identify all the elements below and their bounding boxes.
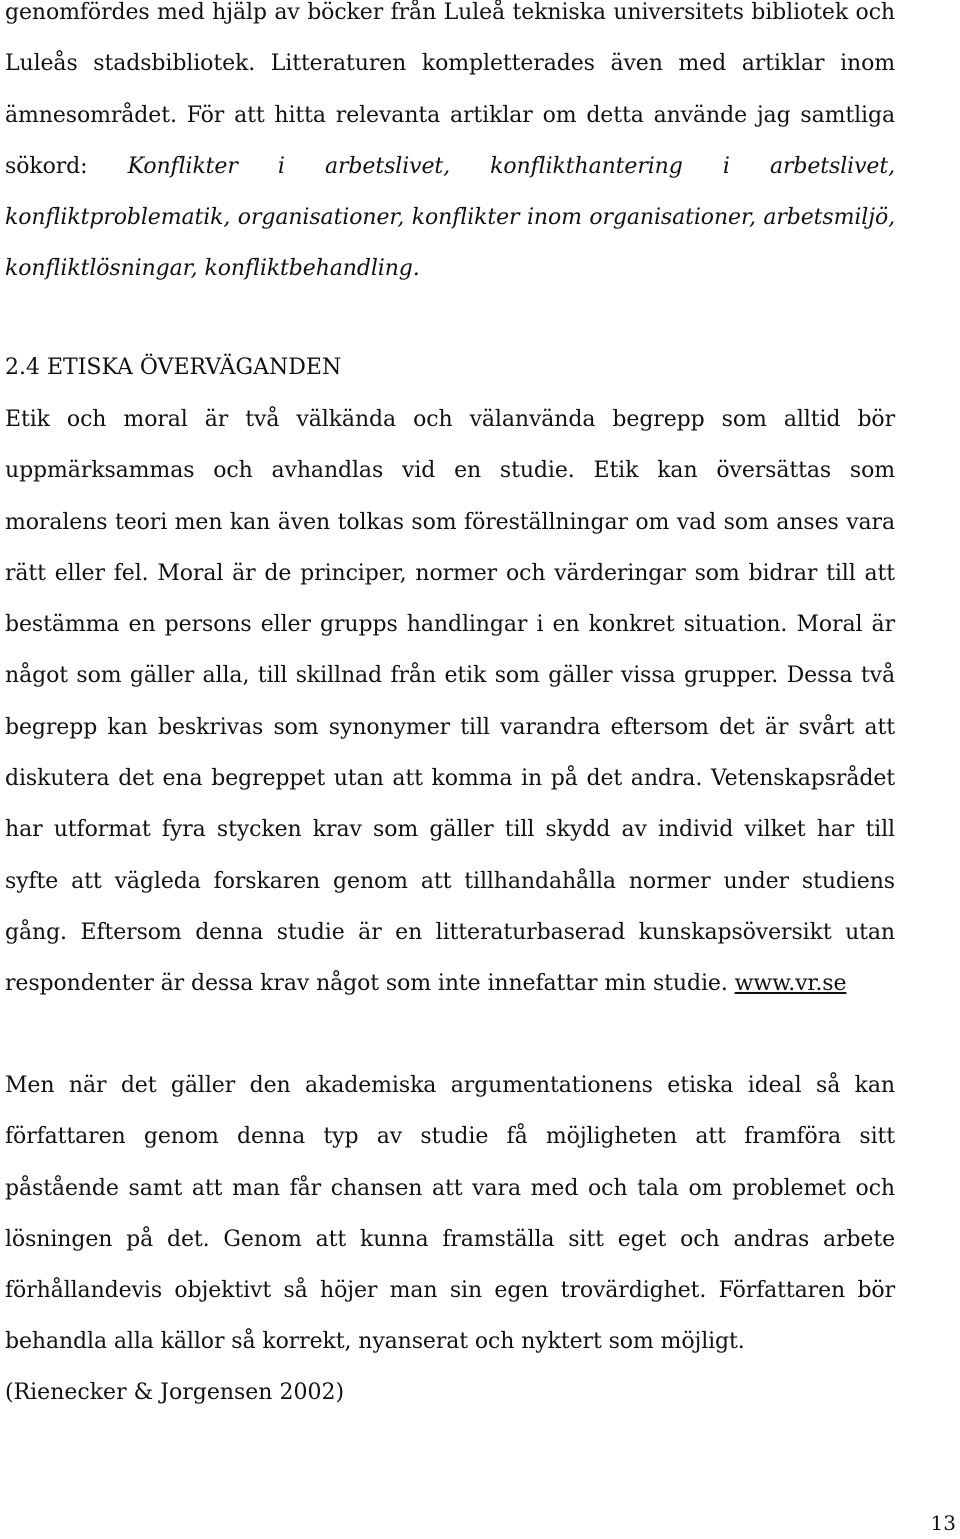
argumentation-paragraph: Men när det gäller den akademiska argumentationens etiska ideal så kan författaren genom denna typ av studie få möjligheten att framföra sitt påstående samt att man får chansen att vara med och tala om problemet och lösningen på det. Genom att kunna framställa sitt eget och andras arbete förhållandevis objektivt så höjer man sin egen trovärdighet. Författaren bör behandla alla källor så korrekt, nyanserat och nyktert som möjligt. [5,1073,895,1355]
page-number: 13 [930,1511,956,1535]
ethics-paragraph [5,394,895,1010]
section-heading: 2.4 ETISKA ÖVERVÄGANDEN [5,355,342,380]
methods-paragraph [5,0,895,295]
methods-paragraph-text: genomfördes med hjälp av böcker från Luleå tekniska universitets bibliotek och Luleås stadsbibliotek. Litteraturen kompletterades även med artiklar inom ämnesområdet. För att hitta relevanta artiklar om detta använde jag samtliga sökord: [5,0,895,179]
citation: (Rienecker & Jorgensen 2002) [5,1380,345,1405]
ethics-paragraph-text: Etik och moral är två välkända och välanvända begrepp som alltid bör uppmärksammas och avhandlas vid en studie. Etik kan översättas som moralens teori men kan även tolkas som föreställningar om vad som anses vara rätt eller fel. Moral är de principer, normer och värderingar som bidrar till att bestämma en persons eller grupps handlingar i en konkret situation. Moral är något som gäller alla, till skillnad från etik som gäller vissa grupper. Dessa två begrepp kan beskrivas som synonymer till varandra eftersom det är svårt att diskutera det ena begreppet utan att komma in på det andra. Vetenskapsrådet har utformat fyra stycken krav som gäller till skydd av individ vilket har till syfte att vägleda forskaren genom att tillhandahålla normer under studiens gång. Eftersom denna studie är en litteraturbaserad kunskapsöversikt utan respondenter är dessa krav något som inte innefattar min studie. [5,407,895,997]
search-keywords: Konflikter i arbetslivet, konflikthantering i arbetslivet, konfliktproblematik, organisationer, konflikter inom organisationer, arbetsmiljö, konfliktlösningar, konfliktbehandling. [5,153,895,282]
vr-link[interactable]: www.vr.se [734,971,847,997]
